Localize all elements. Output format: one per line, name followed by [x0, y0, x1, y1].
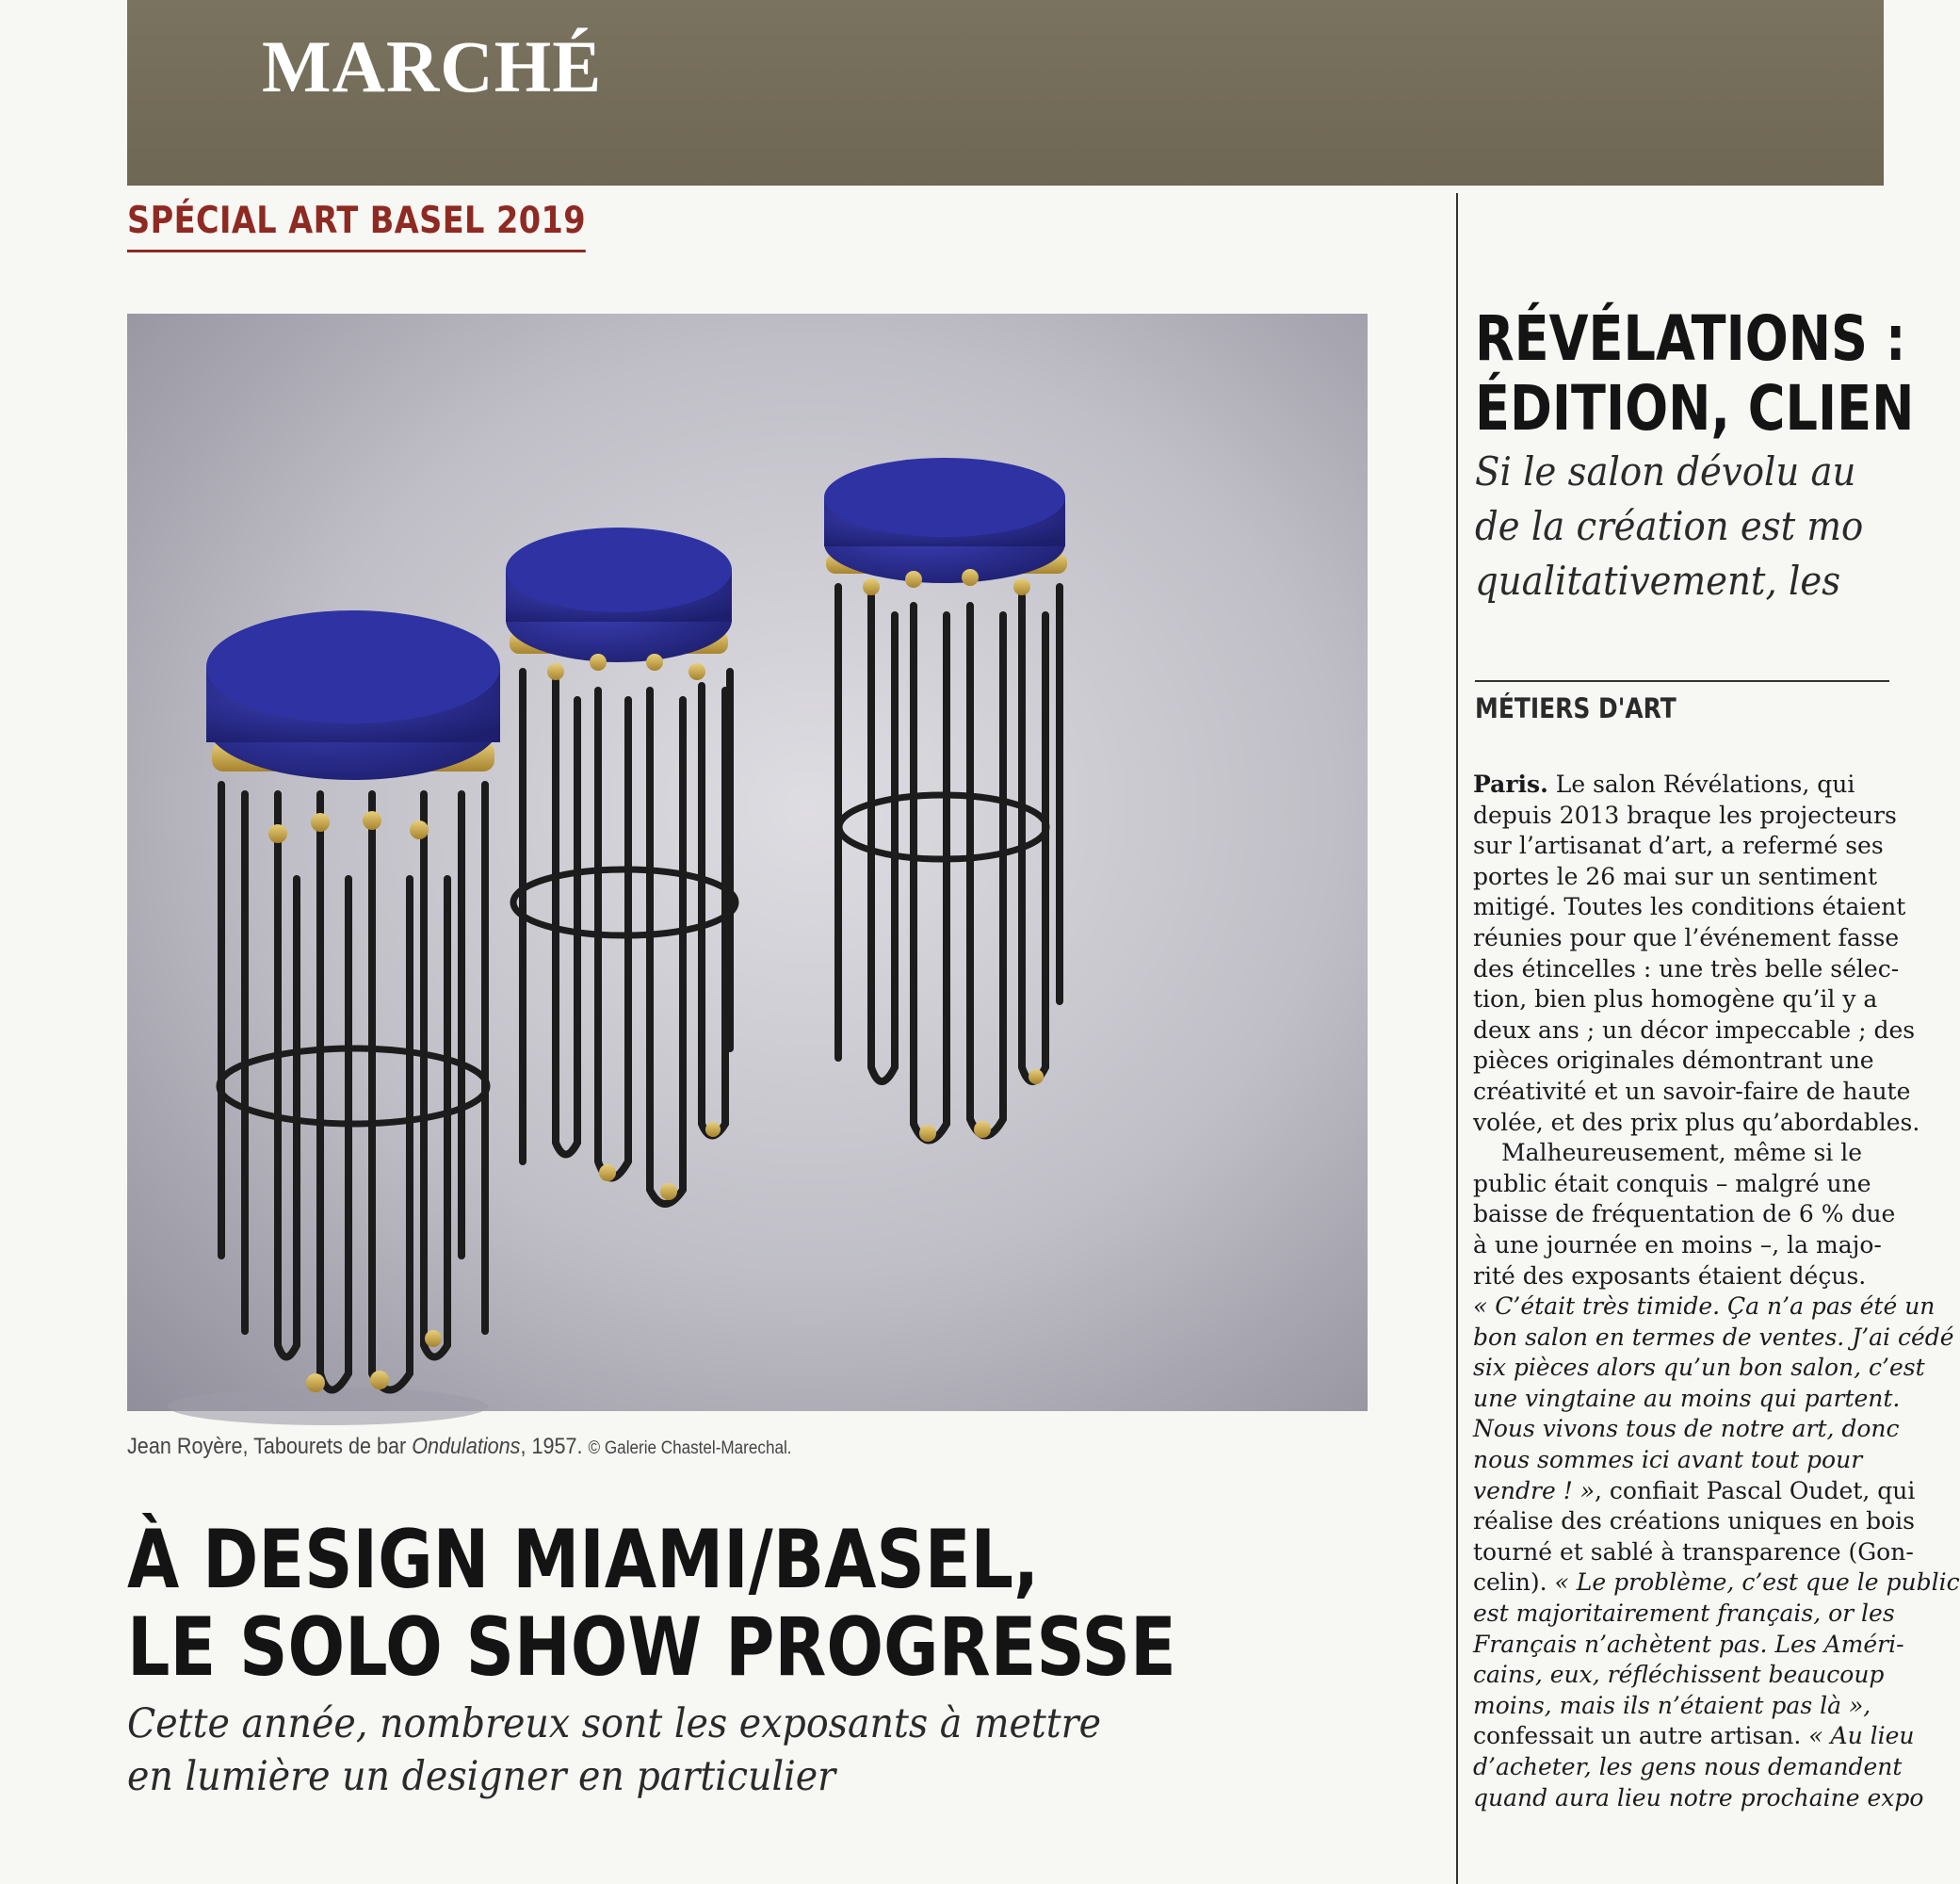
body-line: vendre ! », confiait Pascal Oudet, qui	[1473, 1476, 1916, 1504]
sidebar-kicker: MÉTIERS D'ART	[1475, 692, 1677, 724]
body-line: tion, bien plus homogène qu’il y a	[1473, 985, 1878, 1014]
body-line: bon salon en termes de ventes. J’ai cédé	[1473, 1323, 1954, 1351]
sidebar-rule	[1475, 680, 1889, 682]
body-line: réalise des créations uniques en bois	[1473, 1507, 1916, 1535]
section-banner	[127, 0, 1884, 186]
body-line: cains, eux, réfléchissent beaucoup	[1473, 1661, 1885, 1689]
column-divider	[1456, 193, 1458, 1884]
body-line: Français n’achètent pas. Les Améri-	[1473, 1630, 1904, 1658]
lead-place: Paris.	[1473, 771, 1548, 798]
body-line: public était conquis – malgré une	[1473, 1169, 1871, 1197]
body-line: Paris. Le salon Révélations, qui	[1473, 771, 1855, 798]
caption-credit: © Galerie Chastel-Marechal.	[588, 1438, 792, 1458]
special-kicker: SPÉCIAL ART BASEL 2019	[127, 200, 586, 252]
bar-stool-middle	[506, 528, 736, 1204]
sidebar-standfirst-line-2: de la création est mo	[1475, 503, 1864, 549]
body-line: quand aura lieu notre prochaine expo	[1473, 1783, 1924, 1811]
sidebar-headline-line-2: ÉDITION, CLIEN	[1475, 372, 1915, 445]
body-line: une vingtaine au moins qui partent.	[1473, 1384, 1901, 1412]
caption-text: Jean Royère, Tabourets de bar	[127, 1434, 413, 1459]
body-line: confessait un autre artisan. « Au lieu	[1473, 1722, 1915, 1750]
body-line: Nous vivons tous de notre art, donc	[1473, 1415, 1900, 1443]
standfirst-line-1: Cette année, nombreux sont les exposants à mettre	[127, 1700, 1102, 1747]
body-line: des étincelles : une très belle sélec-	[1473, 954, 1900, 983]
body-line: baisse de fréquentation de 6 % due	[1473, 1200, 1896, 1228]
body-line: depuis 2013 braque les projecteurs	[1473, 801, 1897, 829]
sidebar-standfirst-line-1: Si le salon dévolu au	[1475, 448, 1856, 495]
sidebar-article	[1470, 193, 1960, 1884]
sidebar-headline	[1475, 304, 1914, 444]
body-line: est majoritairement français, or les	[1473, 1600, 1895, 1628]
section-title: MARCHÉ	[262, 25, 603, 107]
body-line: volée, et des prix plus qu’abordables.	[1473, 1108, 1920, 1136]
sidebar-standfirst-line-3: qualitativement, les	[1475, 558, 1841, 604]
body-line: nous sommes ici avant tout pour	[1473, 1446, 1863, 1474]
body-line: moins, mais ils n’étaient pas là »,	[1473, 1691, 1871, 1719]
body-line: Malheureusement, même si le	[1501, 1139, 1863, 1167]
bar-stool-left	[168, 610, 500, 1425]
headline-line-1: À DESIGN MIAMI/BASEL,	[127, 1513, 1040, 1607]
body-line: créativité et un savoir-faire de haute	[1473, 1077, 1911, 1105]
body-line: portes le 26 mai sur un sentiment	[1473, 862, 1878, 890]
stools-photo	[127, 314, 1368, 1411]
body-line: rité des exposants étaient déçus.	[1473, 1261, 1867, 1290]
body-line: à une journée en moins –, la majo-	[1473, 1230, 1882, 1259]
sidebar-body	[1473, 770, 1960, 1813]
article-standfirst	[127, 1697, 1101, 1803]
body-line: six pièces alors qu’un bon salon, c’est	[1473, 1354, 1925, 1382]
bar-stool-right	[824, 458, 1067, 1142]
body-line: « C’était très timide. Ça n’a pas été un	[1473, 1292, 1936, 1321]
body-line: d’acheter, les gens nous demandent	[1473, 1753, 1903, 1780]
headline-line-2: LE SOLO SHOW PROGRESSE	[127, 1600, 1176, 1695]
body-line: mitigé. Toutes les conditions étaient	[1473, 893, 1906, 921]
sidebar-standfirst	[1475, 445, 1863, 609]
standfirst-line-2: en lumière un designer en particulier	[127, 1753, 836, 1800]
body-line: sur l’artisanat d’art, a refermé ses	[1473, 832, 1884, 860]
body-line: pièces originales démontrant une	[1473, 1047, 1874, 1075]
caption-artwork-title: Ondulations	[412, 1434, 521, 1459]
body-line: réunies pour que l’événement fasse	[1473, 923, 1900, 951]
body-line: celin). « Le problème, c’est que le public	[1473, 1568, 1960, 1597]
body-line: deux ans ; un décor impeccable ; des	[1473, 1015, 1916, 1044]
article-headline	[127, 1513, 1176, 1695]
photo-caption	[127, 1434, 792, 1460]
body-line: tourné et sablé à transparence (Gon-	[1473, 1537, 1914, 1566]
caption-year: , 1957.	[520, 1434, 589, 1459]
stools-illustration	[127, 314, 1368, 1411]
sidebar-headline-line-1: RÉVÉLATIONS :	[1475, 302, 1906, 375]
